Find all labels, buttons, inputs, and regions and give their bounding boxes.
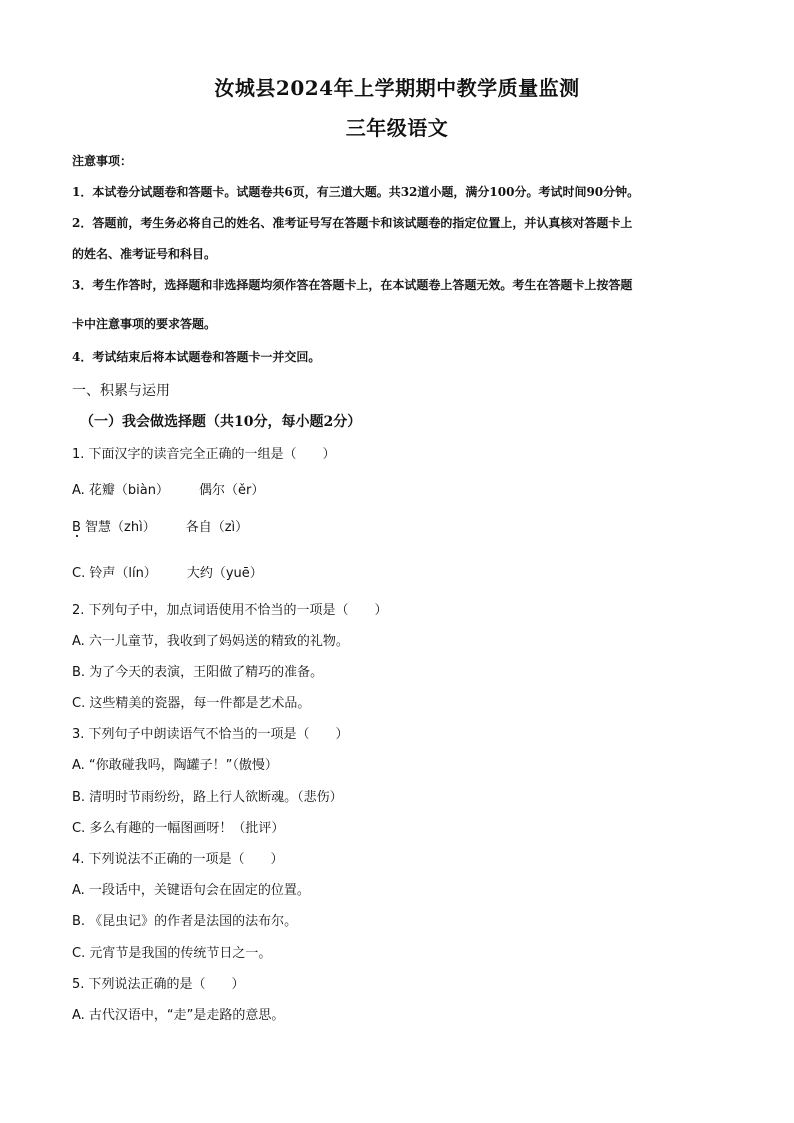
question-1-stem: 1. 下面汉字的读音完全正确的一组是（ ）: [72, 447, 336, 462]
option-a-word-2: 偶尔（ěr）: [199, 483, 265, 498]
option-b-word-2: 各自（zì）: [185, 520, 249, 535]
question-1-option-c: [72, 562, 263, 581]
question-3-option-b: B. 清明时节雨纷纷，路上行人欲断魂。（悲伤）: [72, 790, 343, 805]
question-1-option-a: [72, 479, 264, 498]
notice-item-2-cont: 的姓名、准考证号和科目。: [72, 247, 217, 261]
question-5-option-a: A. 古代汉语中，“走”是走路的意思。: [72, 1008, 285, 1023]
notice-item-3: 3．考生作答时，选择题和非选择题均须作答在答题卡上，在本试题卷上答题无效。考生在答题卡上按答题: [72, 278, 633, 292]
question-3-option-a: A. “你敢碰我吗，陶罐子！”（傲慢）: [72, 758, 278, 773]
notice-item-4: 4．考试结束后将本试题卷和答题卡一并交回。: [72, 350, 321, 364]
question-3-stem: 3. 下列句子中朗读语气不恰当的一项是（ ）: [72, 727, 349, 742]
question-2-option-a: A. 六一儿童节，我收到了妈妈送的精致的礼物。: [72, 634, 349, 649]
question-4-stem: 4. 下列说法不正确的一项是（ ）: [72, 852, 284, 867]
question-3-option-c: C. 多么有趣的一幅图画呀！（批评）: [72, 821, 285, 836]
question-1-option-b: [72, 516, 248, 535]
notice-item-3-cont: 卡中注意事项的要求答题。: [72, 317, 217, 331]
option-c-word-1: C. 铃声（lín）: [72, 566, 157, 581]
option-b-word-1: B 智慧（zhì）: [72, 520, 156, 535]
question-4-option-c: C. 元宵节是我国的传统节日之一。: [72, 946, 272, 961]
section-subtitle: （一）我会做选择题（共10分，每小题2分）: [80, 414, 362, 430]
option-a-word-1: A. 花瓣（biàn）: [72, 483, 169, 498]
emphasis-dot: [76, 535, 78, 537]
question-4-option-b: B. 《昆虫记》的作者是法国的法布尔。: [72, 914, 298, 929]
notice-item-1: 1．本试卷分试题卷和答题卡。试题卷共6页，有三道大题。共32道小题，满分100分。考试时间90分钟。: [72, 185, 640, 199]
notice-heading: 注意事项：: [72, 154, 133, 168]
exam-title: 汝城县2024年上学期期中教学质量监测: [214, 76, 580, 100]
notice-item-2: 2．答题前，考生务必将自己的姓名、准考证号写在答题卡和该试题卷的指定位置上，并认真核对答题卡上: [72, 216, 633, 230]
section-title: 一、积累与运用: [72, 383, 170, 399]
option-c-word-2: 大约（yuē）: [186, 566, 263, 581]
question-2-option-c: C. 这些精美的瓷器，每一件都是艺术品。: [72, 696, 311, 711]
question-2-option-b: B. 为了今天的表演，王阳做了精巧的准备。: [72, 665, 324, 680]
exam-subject: 三年级语文: [345, 116, 449, 140]
question-4-option-a: A. 一段话中，关键语句会在固定的位置。: [72, 883, 310, 898]
question-5-stem: 5. 下列说法正确的是（ ）: [72, 977, 245, 992]
question-2-stem: 2. 下列句子中，加点词语使用不恰当的一项是（ ）: [72, 603, 388, 618]
